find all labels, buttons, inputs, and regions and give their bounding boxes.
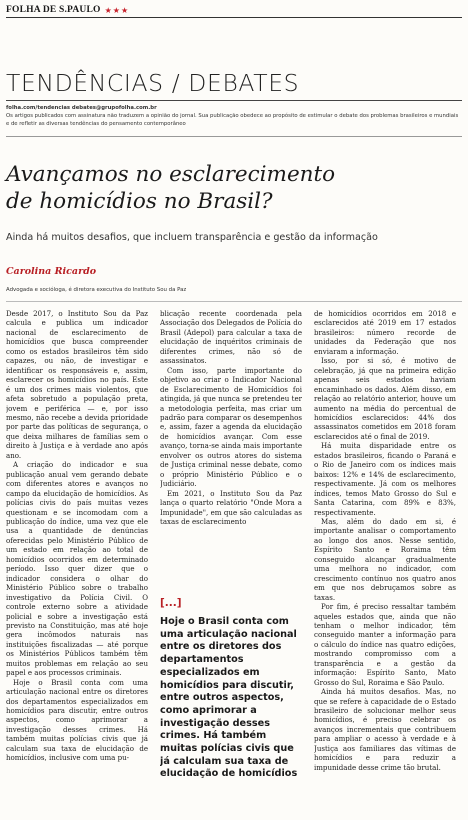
paragraph: Ainda há muitos desafios. Mas, no que se refere à capacidade de o Estado brasileiro de solucionar melhor seus homicídios, é preciso celebrar os avanços incrementais que contribuem para ampliar o acesso à verdade e à Justiça aos familiares das vítimas de homicídios e para reduzir a impunidade desse crime tão brutal. [314, 687, 456, 772]
section-contact: folha.com/tendencias debates@grupofolha.com.br [6, 105, 157, 111]
section-divider [6, 136, 462, 137]
paragraph: Isso, por si só, é motivo de celebração, já que na primeira edição apenas seis estados haviam encaminhado os dados. Além disso, em relação ao relatório anterior, houve um aumento na média do percentual de homicídios esclarecidos: 44% dos assassinatos cometidos em 2018 foram esclarecidos até o final de 2019. [314, 356, 456, 441]
paragraph: A criação do indicador e sua publicação anual vem gerando debate com diferentes atores e avanços no campo da elucidação de homicídios. As polícias civis do país muitas vezes questionam e se incomodam com a publicação do índice, uma vez que ele usa a quantidade de denúncias oferecidas pelo Ministério Público de um estado em relação ao total de homicídios ocorridos em determinado período. Isso quer dizer que o indicador considera o olhar do Ministério Público sobre o trabalho investigativo da Polícia Civil. O controle externo sobre a atividade policial e sobre a investigação está previsto na Constituição, mas até hoje gera incômodos naturais nas instituições fiscalizadas — até porque os Ministérios Públicos também têm muitos problemas em relação ao seu papel e aos processos criminais. [6, 460, 148, 678]
paragraph: Hoje o Brasil conta com uma articulação nacional entre os diretores dos departamentos especializados em homicídios para discutir, entre outros aspectos, como aprimorar a investigação desses crimes. Há também muitas polícias civis que já calculam sua taxa de elucidação de homicídios, inclusive com uma pu- [6, 677, 148, 763]
article-column-1 [6, 309, 148, 817]
paragraph: Com isso, parte importante do objetivo ao criar o Indicador Nacional de Esclarecimento de Homicídios foi atingida, já que nunca se pretendeu ter a metodologia perfeita, mas criar um padrão para comparar os desempenhos e, assim, fazer a agenda da elucidação de homicídios avançar. Com esse avanço, torna-se ainda mais importante envolver os outros atores do sistema de Justiça criminal nesse debate, como o próprio Ministério Público e o Judiciário. [160, 365, 302, 489]
pull-quote-text: Hoje o Brasil conta com uma articulação nacional entre os diretores dos departamentos especializados em homicídios para discutir, entre outros aspectos, como aprimorar a investigação desses crimes. Há também muitas polícias civis que já calculam sua taxa de elucidação de homicídios [160, 616, 298, 780]
masthead-rule [6, 17, 462, 18]
body-rule [6, 301, 462, 302]
author-name: Carolina Ricardo [6, 266, 97, 277]
pull-quote [160, 596, 302, 818]
section-meta [6, 104, 462, 129]
article-subhead: Ainda há muitos desafios, que incluem transparência e gestão da informação [6, 232, 378, 243]
article-column-3 [314, 309, 456, 817]
paragraph: Por fim, é preciso ressaltar também aqueles estados que, ainda que não tenham o melhor indicador, têm conseguido manter a informação para o cálculo do índice nas quatro edições, mostrando compromisso com a transparência e a gestão da informação: Espírito Santo, Mato Grosso do Sul, Roraima e São Paulo. [314, 602, 456, 687]
paragraph: blicação recente coordenada pela Associação dos Delegados de Polícia do Brasil (Adepol) para calcular a taxa de elucidação de inquéritos criminais de diferentes crimes, não só de assassinatos. [160, 309, 302, 366]
paragraph: de homicídios ocorridos em 2018 e esclarecidos até 2019 em 17 estados brasileiros: número recorde de unidades da Federação que nos enviaram a informação. [314, 309, 456, 356]
author-bio: Advogada e socióloga, é diretora executiva do Instituto Sou da Paz [6, 287, 187, 293]
section-title: TENDÊNCIAS / DEBATES [6, 69, 300, 97]
section-disclaimer: Os artigos publicados com assinatura não traduzem a opinião do jornal. Sua publicação obedece ao propósito de estimular o debate dos problemas brasileiros e mundiais e de refletir as diversas tendências do pensamento contemporâneo [6, 113, 459, 128]
paragraph: Mas, além do dado em si, é importante analisar o comportamento ao longo dos anos. Nesse sentido, Espírito Santo e Roraima têm conseguido alcançar gradualmente uma melhora no indicador, com crescimento contínuo nos quatro anos em que nos debruçamos sobre as taxas. [314, 516, 456, 602]
paragraph: Há muita disparidade entre os estados brasileiros, ficando o Paraná e o Rio de Janeiro com os índices mais baixos: 12% e 14% de esclarecimento, respectivamente. Já com os melhores índices, temos Mato Grosso do Sul e Santa Catarina, com 89% e 83%, respectivamente. [314, 441, 456, 517]
headline-line-1: Avançamos no esclarecimento [6, 162, 336, 187]
masthead-stars: ★★★ [104, 5, 130, 15]
paragraph: Em 2021, o Instituto Sou da Paz lança o quarto relatório "Onde Mora a Impunidade", em que são calculadas as taxas de esclarecimento [160, 488, 302, 526]
masthead [6, 4, 129, 16]
newspaper-name: FOLHA DE S.PAULO [6, 5, 101, 15]
article-headline [6, 161, 462, 215]
headline-line-2: de homicídios no Brasil? [6, 189, 273, 214]
pull-quote-ellipsis: [...] [160, 597, 182, 609]
section-rule [6, 100, 462, 101]
article-column-2 [160, 309, 302, 577]
paragraph: Desde 2017, o Instituto Sou da Paz calcula e publica um indicador nacional de esclarecimento de homicídios que busca compreender como os estados brasileiros têm sido capazes, ou não, de investigar e identificar os responsáveis e, assim, esclarecer os homicídios no país. Este é um dos crimes mais violentos, que afeta sobretudo a população preta, jovem e periférica — e, por isso mesmo, não recebe a devida prioridade por parte das políticas de segurança, o que deixa milhares de famílias sem o direito à Justiça e à verdade ano após ano. [6, 309, 148, 460]
